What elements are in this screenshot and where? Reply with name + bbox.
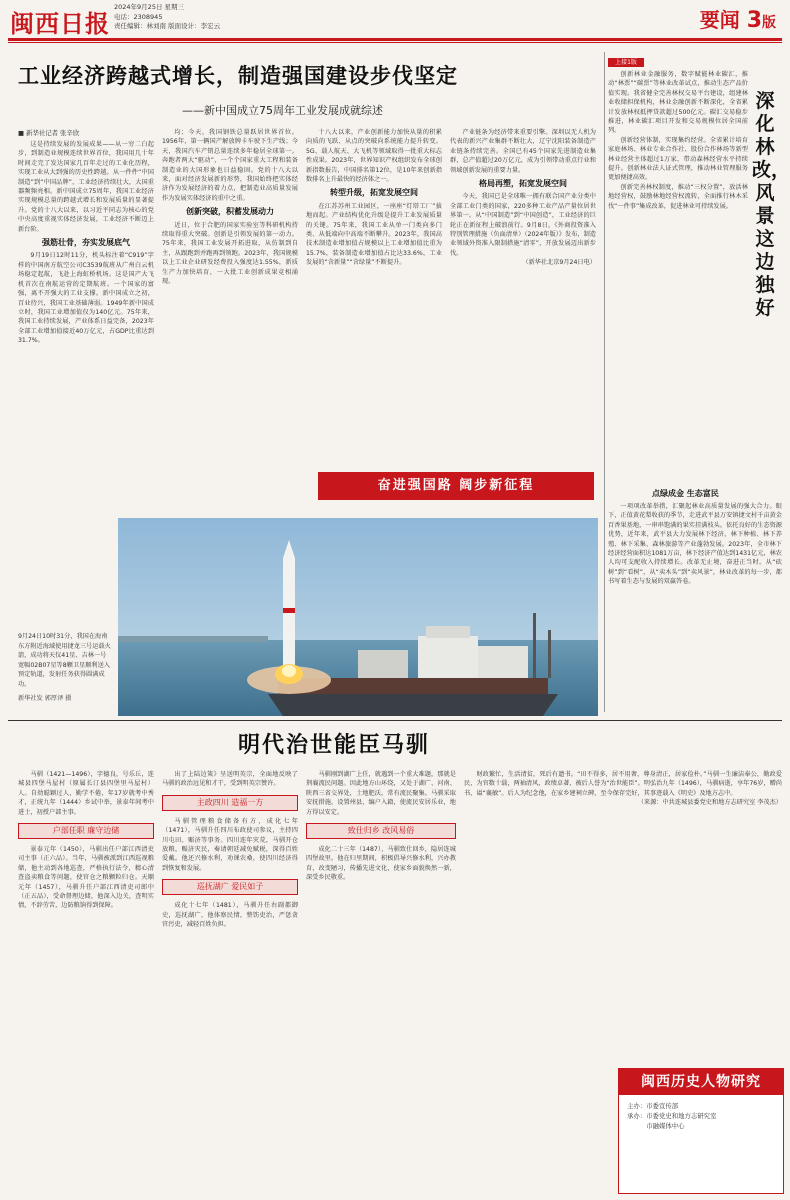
paragraph: 一项项改革举措，汇聚起林业高质量发展的强大合力。眼下，正值黄花梨收获的季节，走进武平县万安镇捷文村千亩黄金百香果基地，一串串饱满的果实挂满枝头。依托良好的生态资源优势，近年来，武平县大力发展林下经济，林下种植、林下养殖、林下采集、森林旅游等产业蓬勃发展。2023年，全市林下经济经营面积达1081万亩，林下经济产值达到1431亿元，林农人均可支配收入持续增长。改革无止境，奋进正当时。从“砍树”到“看树”，从“卖木头”到“卖风景”，林业改革的每一步，都书写着生态与发展的双赢答卷。 [608,503,782,586]
paragraph: 十八大以来，产业创新能力加快从量的积累向质的飞跃、从点的突破向系统能力提升转变。5G、载人航天、大飞机等领域取得一批重大标志性成果。2023年，世界知识产权组织发布全球创新指数报告，中国排名第12位，是10年来创新指数排名上升最快的经济体之一。 [306,129,442,184]
history-column-1 [18,770,154,1192]
page-number: 3 [746,8,762,33]
article-column-4 [450,128,596,464]
paragraph: 创新林业金融服务，数字赋能林业碳汇，推动“林票”“碳票”等林业改革试点，推动生态产品价值实现。我省健全完善林权交易平台建设，组建林业收储担保机构，林业金融创新不断深化，全省累计发放林权抵押贷款超过500亿元。碳汇交易稳步推进，林业碳汇项目开发和交易规模位居全国前列。 [608,71,748,135]
issue-meta [114,3,220,32]
issue-editors: 责任编辑：林刘南 版面设计：李宏云 [114,22,221,31]
page-unit: 版 [762,15,776,31]
feature-column-bottom [608,502,782,714]
feature-subhead: 点绿成金 生态富民 [652,489,719,498]
history-subhead: 主政四川 造福一方 [162,795,298,811]
paragraph: 在江苏苏州工业园区，一座座“灯塔工厂”拔地而起。产业结构优化升级是提升工业发展质量的关键。75年来，我国工业从单一门类向多门类、从低端向中高端不断攀升。2023年，我国高技术制造业增加值占规模以上工业增加值比重为15.7%，装备制造业增加值占比达33.6%，工业发展的“含新量”“含绿量”不断提升。 [306,202,442,267]
section-divider [8,720,782,721]
paragraph: 创新完善林权制度，推动“三权分置”，放活林地经营权，鼓励林地经营权流转，全面推行林木采伐“一件事”集成改革，促进林业可持续发展。 [608,183,748,210]
history-source: （来源：中共连城县委党史和地方志研究室 李茂杰） [637,799,782,807]
paragraph: 成化十七年（1481），马驯升任右副都御史，巡抚湖广，他体察民情，整饬吏治，严惩贪官污吏，减轻百姓负担。 [162,902,298,929]
paragraph: 均；今天，我国钢铁总量跃居世界首位。1956年，第一辆国产解放牌卡车驶下生产线；今天，我国汽车产销总量连续多年稳居全球第一。奔跑者两大“驱动”，一个个国家重大工程和装备制造业的大国形象也日益稳固。党的十八大以来，面对经济发展新的形势，我国始终把实体经济作为发展经济的着力点，把制造业高质量发展作为发展实体经济的重中之重。 [162,129,298,202]
history-host: 主办：市委宣传部 [627,1102,679,1110]
feature-title: 深化林改，风景这边独好 [752,90,790,319]
paragraph: 马驯刚到湖广上任，就遇到一个重大难题，那就是荆襄流民问题。因此地方山环绕，又处于湖广、河南、陕西三省交界处，土地肥沃，常有流民聚集。马驯采取安抚措施，设置州县，编户入籍，使流民安居乐业，地方得以安定。 [306,771,456,816]
history-column-3 [306,770,456,1192]
feature-column-top [608,70,748,488]
rocket-launch-photo [118,518,598,716]
section-label [700,4,776,33]
paragraph: 创新经营体制，实现集约经营。全省累计培育家庭林场、林业专业合作社、股份合作林场等新型林业经营主体超过1万家，带动森林经营水平持续提升。创新林业法人证式管理，推动林业管理服务更加便捷高效。 [608,136,748,182]
history-organizer: 承办：市委党史和地方志研究室 [627,1112,717,1120]
issue-phone: 电话：2308945 [114,12,163,21]
history-subhead: 户部任职 廉守边储 [18,823,154,839]
paragraph: 这是持续发展的发展成果——从一穷二白起步，到制造业规模连续世界首位，我国用几十年时间走完了发达国家几百年走过的工业化历程，实现工业从大到强的历史性跨越。从一件件“中国制造”到“中国品牌”，工业经济持续壮大，大国重器频频亮相。新中国成立75周年，我国工业经济实现规模总量的跨越式增长和发展质量的显著提升。党的十八大以来，以习近平同志为核心的党中央高度重视实体经济发展，工业经济不断迈上新台阶。 [18,141,154,233]
paragraph: 马驯管理粮食储备有方，成化七年（1471），马驯升任四川布政使司参议，主持四川屯田、赈济等事务。四川连年灾荒，马驯开仓放粮，赈济灾民，奏请朝廷减免赋税，深得百姓爱戴。他还兴修水利，劝课农桑，使四川经济得到恢复和发展。 [162,817,298,872]
history-subhead: 致仕归乡 改风易俗 [306,823,456,839]
paragraph: 成化二十三年（1487），马驯致仕回乡，隐居连城四堡故里。他在归里期间，积极倡导兴修水利，兴办教育，改变陋习，传播先进文化，使家乡面貌焕然一新，深受乡民敬重。 [306,846,456,882]
history-box-title: 闽西历史人物研究 [619,1069,783,1095]
history-headline: 明代治世能臣马驯 [238,733,431,758]
section-name: 要闻 [699,8,740,32]
history-support: 市融媒体中心 [646,1122,685,1130]
paragraph: 近日，位于合肥的国家实验室等科研机构持续取得重大突破。创新是引领发展的第一动力。75年来，我国工业发展开拓进取，从仿制到自主，从跟跑到并跑再到领跑。2023年，我国规模以上工业企业研发经费投入强度达1.55%，新质生产力加快培育，一大批工业创新成果竞相涌现。 [162,221,298,286]
rocket-launch-illustration [118,518,598,716]
column-divider [604,52,605,712]
photo-credit: 新华社发 郭厚泽 摄 [18,694,72,702]
newspaper-logo: 闽西日报 [10,9,110,38]
continued-tag: 上接1版 [608,58,644,67]
history-box-info [619,1095,783,1137]
history-column-2 [162,770,298,1192]
paragraph: 9月19日12时11分，机头标注着“C919”字样的中国南方航空公司C3539航班从广州白云机场稳定起航，飞赴上海虹桥机场。这是国产大飞机首次在南航运营的定期航班。一个国家的富强，离不开强大的工业支撑。新中国成立之初，百业待兴，我国工业基础薄弱。1949年新中国成立时，我国工业增加值仅为140亿元。75年来，我国工业持续发展，产业体系日益完备，2023年全部工业增加值接近40万亿元，占GDP比重达到31.7%。 [18,252,154,345]
campaign-banner: 奋进强国路 阔步新征程 [318,472,594,500]
article-column-2 [162,128,298,508]
article-column-3 [306,128,442,464]
article-column-1 [18,140,154,420]
history-column-4 [464,770,782,1060]
paragraph: 今天，我国已是全球唯一拥有联合国产业分类中全部工业门类的国家，220多种工业产品产量位居世界第一。从“中国制造”到“中国创造”，工业经济的巨轮正在新征程上破浪前行。9月8日，《外商投资准入特别管理措施（负面清单）（2024年版）》发布，制造业领域外资准入限制措施“清零”，开放发展迈出新步伐。 [450,193,596,257]
article-byline: ■ 新华社记者 张辛欣 [18,129,80,137]
history-column-box [618,1068,784,1194]
dateline: （新华社北京9月24日电） [522,259,596,267]
photo-caption [18,632,112,703]
history-subhead: 巡抚湖广 爱民如子 [162,879,298,895]
paragraph: 马驯（1421—1496），字德良，号乐丘，连城县四堡马屋村（原属长汀县四堡里马屋村）人。自幼聪颖过人，勤学不倦，年17岁就考中秀才，正统九年（1444）乡试中举，景泰年间考中进士，初授户部主事。 [18,771,154,816]
paragraph: 财政繁忙，生活清贫，死后有遗书。“田不得多，居不用奢，尊身清正，居家俭朴。”马驯一生廉洁奉公，勤政爱民，为官数十载，两袖清风，政绩卓著，被后人誉为“治世能臣”。明弘治九年（1496），马驯病逝，享年76岁，赠尚书，谥“襄敏”。后人为纪念他，在家乡建祠立碑，至今保存完好，其事迹载入《明史》及地方志中。 [464,771,782,797]
paragraph: 产业链条为经济带来重要引擎。深圳以无人机为代表的新兴产业集群不断壮大，辽宁沈阳装备制造产业链条持续完善。全国已有45个国家先进制造业集群，总产值超过20万亿元，成为引领带动重点行业和领域创新发展的重要力量。 [450,129,596,174]
article-headline: 工业经济跨越式增长，制造强国建设步伐坚定 [18,64,458,88]
article-subhead: 创新突破，积蓄发展动力 [186,207,274,217]
article-subhead: 转型升级，拓宽发展空间 [330,188,418,198]
masthead-rule-thin [8,42,782,43]
issue-date: 2024年9月25日 星期三 [114,3,185,11]
article-subheadline: ——新中国成立75周年工业发展成就综述 [182,104,383,117]
masthead-rule [8,38,782,41]
paragraph: 出了上陆边策》呈送明英宗，全面地反映了马驯的政治远见和才干，受到明英宗赞许。 [162,771,298,788]
caption-text: 9月24日10时31分，我国在海南东方附近海域使用捷龙三号运载火箭，成功将天仪41星、吉林一号宽幅02B07星等8颗卫星顺利送入预定轨道，发射任务获得圆满成功。 [18,633,111,688]
paragraph: 景泰元年（1450），马驯出任户部江西清吏司主事（正六品）。当年，马驯被派到江西巡视粮储，他主动到各地巡查，严格执行法令，精心清查盗卖粮食等问题，使官仓之粮颗粒归仓。天顺元年（1457），马驯升任户部江西清吏司郎中（正五品），受命督理边储，他深入边关，查明实情，不辞劳苦，边防粮饷得到保障。 [18,846,154,910]
article-subhead: 强筋壮骨，夯实发展底气 [42,238,130,248]
article-subhead: 格局再塑，拓宽发展空间 [479,179,567,189]
